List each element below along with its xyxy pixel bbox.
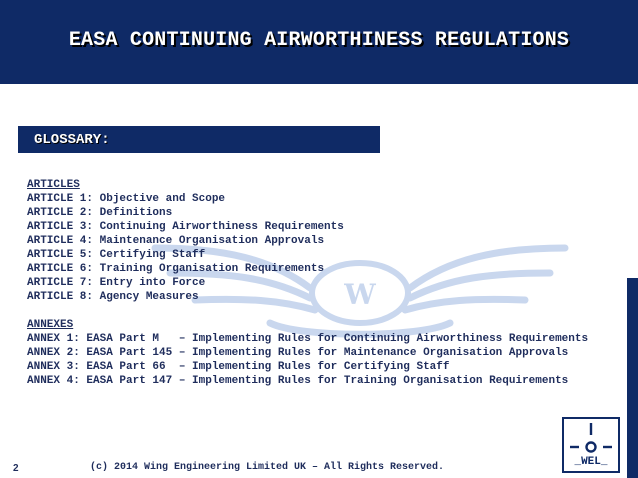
glossary-content bbox=[27, 178, 627, 388]
wel-logo-icon bbox=[564, 419, 618, 457]
wel-logo-text: _WEL_ bbox=[574, 456, 608, 468]
annex-item: ANNEX 2: EASA Part 145 – Implementing Rules for Maintenance Organisation Approvals bbox=[27, 347, 569, 359]
copyright-notice: (c) 2014 Wing Engineering Limited UK – All Rights Reserved. bbox=[90, 462, 445, 473]
annexes-heading: ANNEXES bbox=[27, 319, 74, 331]
page-number: 2 bbox=[13, 463, 19, 474]
article-item: ARTICLE 6: Training Organisation Requirements bbox=[27, 263, 325, 275]
article-item: ARTICLE 4: Maintenance Organisation Approvals bbox=[27, 235, 325, 247]
article-item: ARTICLE 2: Definitions bbox=[27, 207, 173, 219]
annex-item: ANNEX 1: EASA Part M – Implementing Rules for Continuing Airworthiness Requirements bbox=[27, 333, 589, 345]
annex-item: ANNEX 3: EASA Part 66 – Implementing Rules for Certifying Staff bbox=[27, 361, 450, 373]
annex-item: ANNEX 4: EASA Part 147 – Implementing Rules for Training Organisation Requirements bbox=[27, 375, 569, 387]
article-item: ARTICLE 5: Certifying Staff bbox=[27, 249, 206, 261]
articles-heading: ARTICLES bbox=[27, 179, 80, 191]
article-item: ARTICLE 1: Objective and Scope bbox=[27, 193, 226, 205]
header-bar bbox=[0, 0, 638, 84]
glossary-bar bbox=[18, 126, 380, 153]
page-title: EASA CONTINUING AIRWORTHINESS REGULATIONS bbox=[68, 29, 570, 52]
article-item: ARTICLE 7: Entry into Force bbox=[27, 277, 206, 289]
article-item: ARTICLE 3: Continuing Airworthiness Requirements bbox=[27, 221, 344, 233]
wel-logo bbox=[562, 417, 620, 473]
watermark-letter: W bbox=[344, 278, 376, 311]
right-accent-stripe bbox=[627, 278, 638, 478]
glossary-label: GLOSSARY: bbox=[34, 132, 110, 148]
article-item: ARTICLE 8: Agency Measures bbox=[27, 291, 199, 303]
